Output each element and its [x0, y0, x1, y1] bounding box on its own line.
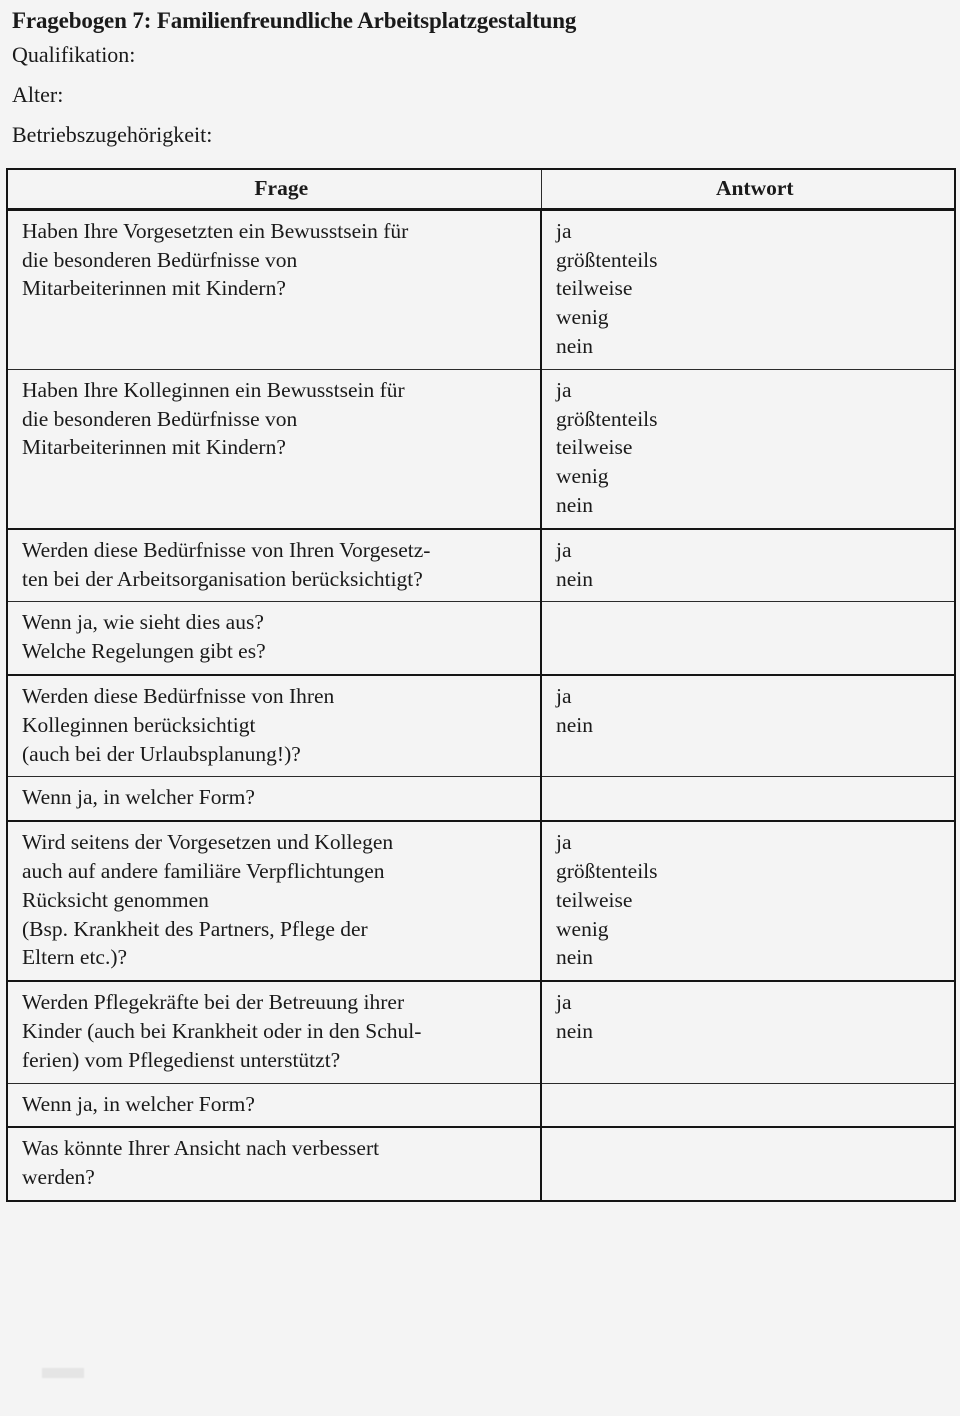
question-cell	[7, 981, 541, 1083]
answer-cell[interactable]	[541, 529, 955, 602]
answer-option[interactable]: ja	[556, 830, 572, 855]
question-line: Rücksicht genommen	[22, 887, 209, 912]
table-row	[7, 1127, 955, 1201]
answer-option[interactable]: nein	[556, 566, 594, 591]
column-header-antwort: Antwort	[541, 169, 955, 209]
table-row	[7, 821, 955, 981]
answer-option[interactable]: teilweise	[556, 435, 633, 460]
question-line: (Bsp. Krankheit des Partners, Pflege der	[22, 916, 368, 941]
answer-cell-blank[interactable]	[541, 1083, 955, 1127]
answer-option[interactable]: ja	[556, 218, 572, 243]
answer-option[interactable]: teilweise	[556, 887, 633, 912]
question-line: die besonderen Bedürfnisse von	[22, 406, 298, 431]
answer-option[interactable]: ja	[556, 683, 572, 708]
answer-cell[interactable]	[541, 981, 955, 1083]
question-line: Werden diese Bedürfnisse von Ihren Vorgesetz-	[22, 537, 431, 562]
question-line: Haben Ihre Vorgesetzten ein Bewusstsein für	[22, 218, 409, 243]
question-cell	[7, 777, 541, 821]
column-header-frage: Frage	[7, 169, 541, 209]
question-line: auch auf andere familiäre Verpflichtungen	[22, 858, 385, 883]
answer-cell[interactable]	[541, 821, 955, 981]
table-row	[7, 1083, 955, 1127]
table-row	[7, 981, 955, 1083]
answer-option[interactable]: wenig	[556, 916, 609, 941]
question-line: Was könnte Ihrer Ansicht nach verbessert	[22, 1136, 380, 1161]
question-line: Welche Regelungen gibt es?	[22, 639, 266, 664]
question-line: (auch bei der Urlaubsplanung!)?	[22, 741, 301, 766]
answer-option[interactable]: nein	[556, 492, 594, 517]
document-header	[0, 0, 960, 146]
answer-cell-blank[interactable]	[541, 602, 955, 675]
answer-option[interactable]: nein	[556, 712, 594, 737]
question-line: Kinder (auch bei Krankheit oder in den Schul-	[22, 1018, 422, 1043]
question-line: Wenn ja, in welcher Form?	[22, 1091, 255, 1116]
field-label-alter: Alter:	[12, 82, 64, 108]
question-line: Wenn ja, in welcher Form?	[22, 785, 255, 810]
answer-option[interactable]: wenig	[556, 305, 609, 330]
answer-option[interactable]: nein	[556, 1018, 594, 1043]
answer-cell[interactable]	[541, 209, 955, 369]
question-line: ferien) vom Pflegedienst unterstützt?	[22, 1047, 341, 1072]
question-cell	[7, 602, 541, 675]
answer-option[interactable]: größtenteils	[556, 858, 658, 883]
question-line: Haben Ihre Kolleginnen ein Bewusstsein für	[22, 377, 405, 402]
table-header	[7, 169, 955, 209]
question-cell	[7, 369, 541, 528]
table-row	[7, 777, 955, 821]
answer-option[interactable]: ja	[556, 537, 572, 562]
question-line: Wird seitens der Vorgesetzen und Kollegen	[22, 830, 394, 855]
answer-option[interactable]: wenig	[556, 464, 609, 489]
scan-artifact	[42, 1368, 84, 1378]
field-label-betriebszugehoerigkeit: Betriebszugehörigkeit:	[12, 122, 213, 148]
question-cell	[7, 675, 541, 777]
question-line: Werden diese Bedürfnisse von Ihren	[22, 683, 335, 708]
question-line: Werden Pflegekräfte bei der Betreuung ihrer	[22, 990, 405, 1015]
table-row	[7, 675, 955, 777]
answer-cell[interactable]	[541, 675, 955, 777]
answer-cell[interactable]	[541, 369, 955, 528]
table-header-row	[7, 169, 955, 209]
answer-option[interactable]: größtenteils	[556, 247, 658, 272]
question-cell	[7, 1127, 541, 1201]
field-label-qualifikation: Qualifikation:	[12, 42, 136, 68]
table-row	[7, 602, 955, 675]
table-row	[7, 209, 955, 369]
answer-option[interactable]: ja	[556, 377, 572, 402]
question-cell	[7, 209, 541, 369]
question-line: werden?	[22, 1165, 95, 1190]
answer-cell-blank[interactable]	[541, 777, 955, 821]
question-line: Mitarbeiterinnen mit Kindern?	[22, 276, 286, 301]
answer-cell-blank[interactable]	[541, 1127, 955, 1201]
page-title: Fragebogen 7: Familienfreundliche Arbeitsplatzgestaltung	[12, 8, 577, 33]
questionnaire-table	[6, 168, 956, 1202]
question-line: Wenn ja, wie sieht dies aus?	[22, 610, 264, 635]
question-line: Mitarbeiterinnen mit Kindern?	[22, 435, 286, 460]
answer-option[interactable]: größtenteils	[556, 406, 658, 431]
question-cell	[7, 529, 541, 602]
answer-option[interactable]: nein	[556, 945, 594, 970]
table-row	[7, 529, 955, 602]
question-line: die besonderen Bedürfnisse von	[22, 247, 298, 272]
question-line: ten bei der Arbeitsorganisation berücksichtigt?	[22, 566, 423, 591]
table-body	[7, 209, 955, 1201]
question-cell	[7, 1083, 541, 1127]
question-line: Kolleginnen berücksichtigt	[22, 712, 256, 737]
question-cell	[7, 821, 541, 981]
answer-option[interactable]: nein	[556, 333, 594, 358]
question-line: Eltern etc.)?	[22, 945, 128, 970]
answer-option[interactable]: teilweise	[556, 276, 633, 301]
answer-option[interactable]: ja	[556, 990, 572, 1015]
table-row	[7, 369, 955, 528]
